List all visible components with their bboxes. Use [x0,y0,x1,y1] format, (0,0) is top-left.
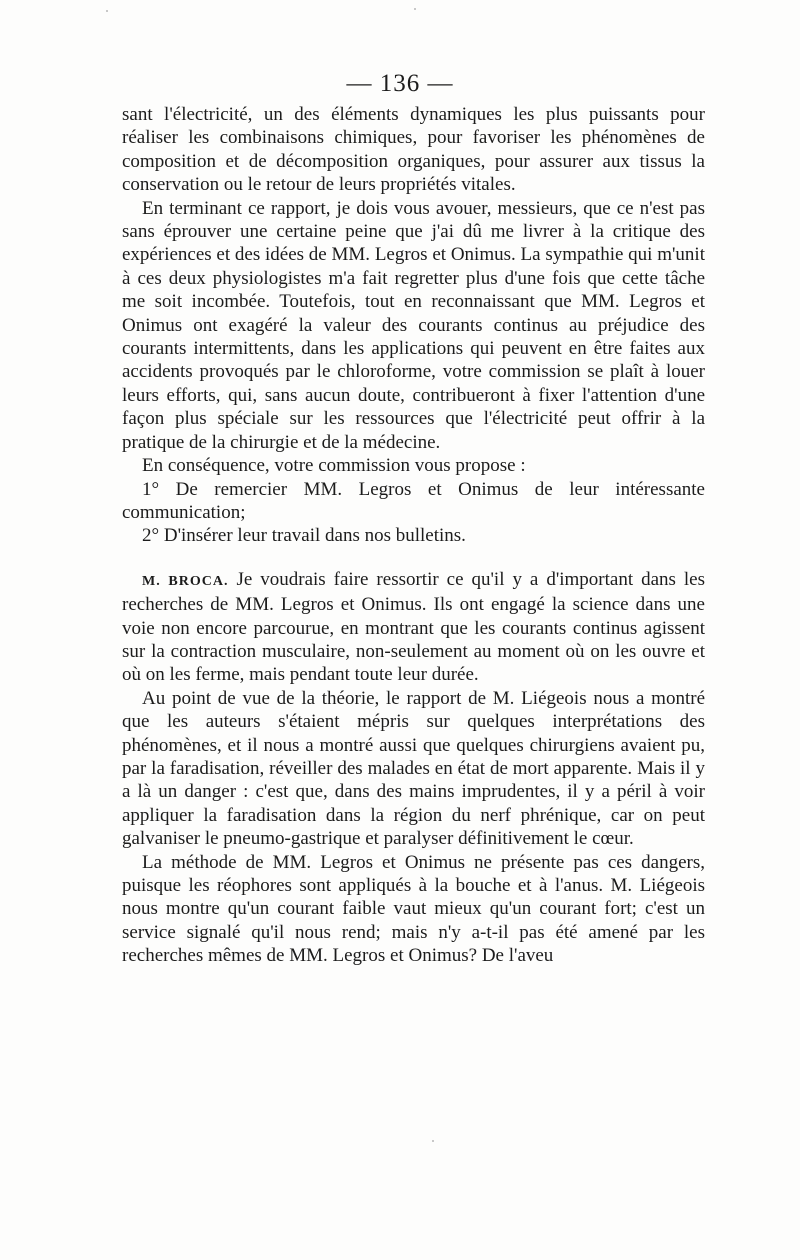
page-number: — 136 — [346,70,454,97]
paper-speck [106,10,108,12]
paragraph-text: Je voudrais faire ressortir ce qu'il y a d'important dans les recherches de MM. Legros et Onimus. Ils ont engagé la science dans une voie non encore parcourue, en montrant que les courants continus agissent sur la contraction musculaire, non-seulement au moment où on les ouvre et où on les ferme, mais pendant toute leur durée. [122,568,705,686]
paragraph [122,568,705,687]
list-item: 2° D'insérer leur travail dans nos bulletins. [142,525,466,547]
paragraph: Au point de vue de la théorie, le rapport de M. Liégeois nous a montré que les auteurs s'étaient mépris sur quelques interprétations des phénomènes, et il nous a montré aussi que quelques chirurgiens avaient pu, par la faradisation, réveiller des malades en état de mort apparente. Mais il y a là un danger : c'est que, dans des mains imprudentes, il y a péril à voir appliquer la faradisation dans la région du nerf phrénique, car on peut galvaniser le pneumo-gastrique et paralyser définitivement le cœur. [122,687,705,850]
paper-speck [432,1140,434,1142]
section-gap [122,548,705,568]
speaker-name: M. BROCA. [142,573,229,589]
paragraph: La méthode de MM. Legros et Onimus ne présente pas ces dangers, puisque les réophores sont appliqués à la bouche et à l'anus. M. Liégeois nous montre qu'un courant faible vaut mieux qu'un courant fort; c'est un service signalé qu'il nous rend; mais n'y a-t-il pas été amené par les recherches mêmes de MM. Legros et Onimus? De l'aveu [122,851,705,967]
list-item: 1° De remercier MM. Legros et Onimus de leur intéressante communication; [122,478,705,523]
paper-speck [414,8,416,10]
paragraph: En conséquence, votre commission vous propose : [142,455,526,477]
paragraph: En terminant ce rapport, je dois vous avouer, messieurs, que ce n'est pas sans éprouver une certaine peine que j'ai dû me livrer à la critique des expériences et des idées de MM. Legros et Onimus. La sympathie qui m'unit à ces deux physiologistes m'a fait regretter plus d'une fois que cette tâche me soit incombée. Toutefois, tout en reconnaissant que MM. Legros et Onimus ont exagéré la valeur des courants continus au préjudice des courants intermittents, dans les applications qui peuvent en être faites aux accidents provoqués par le chloroforme, votre commission se plaît à louer leurs efforts, qui, sans aucun doute, contribueront à fixer l'attention d'une façon plus spéciale sur les ressources que l'électricité peut offrir à la pratique de la chirurgie et de la médecine. [122,197,705,453]
body-text [122,103,705,968]
paragraph: sant l'électricité, un des éléments dynamiques les plus puissants pour réaliser les combinaisons chimiques, pour favoriser les phénomènes de composition et de décomposition organiques, pour assurer aux tissus la conservation ou le retour de leurs propriétés vitales. [122,104,705,196]
